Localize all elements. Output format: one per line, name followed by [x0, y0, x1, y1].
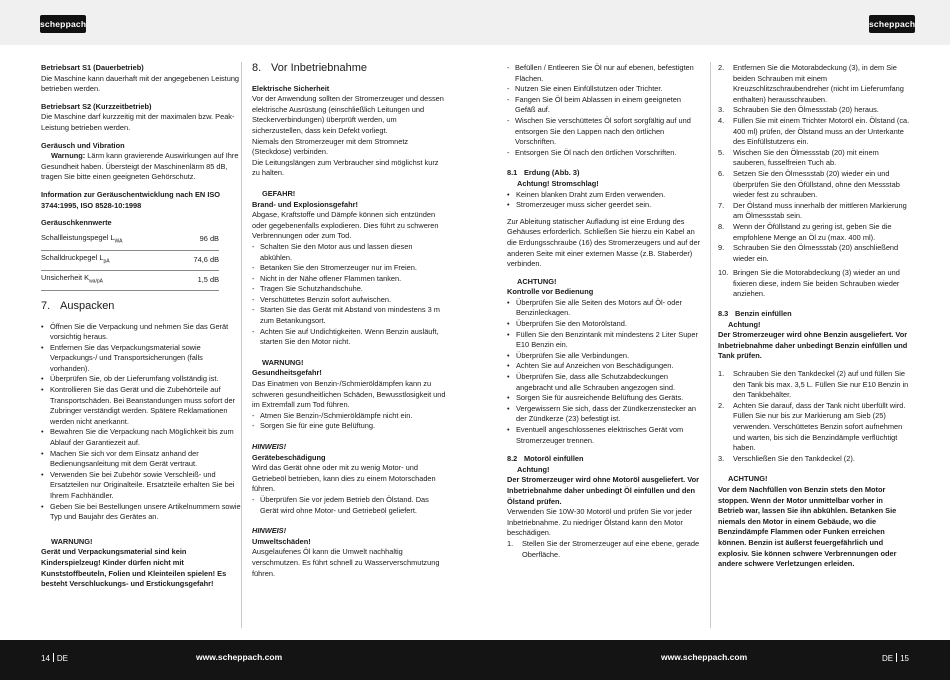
list-item: - Atmen Sie Benzin-/Schmieröldämpfe nicht ein. [252, 411, 446, 422]
step-text: Setzen Sie den Ölmessstab (20) wieder ein und überprüfen Sie den Öfüllstand, ohne den Messstab wieder fest zu schrauben. [733, 168, 900, 200]
section-heading: Geräusch und Vibration [41, 140, 125, 150]
column-1 [41, 63, 241, 590]
step-text: Entfernen Sie die Motorabdeckung (3), in dem Sie beiden Schrauben mit einem Kreuzschlitzschraubendreher (nicht im Lieferumfang enthalten) herausschrauben. [733, 63, 904, 104]
warning-title: WARNUNG! [262, 357, 304, 367]
paragraph: Die Maschine kann dauerhaft mit der angegebenen Leistung betrieben werden. [41, 73, 240, 94]
list-item: - Nutzen Sie einen Einfüllstutzen oder Trichter. [507, 84, 701, 95]
website-link[interactable]: www.scheppach.com [661, 652, 748, 662]
danger-subtitle: Brand- und Explosionsgefahr! [252, 199, 358, 209]
list-item: • Kontrollieren Sie das Gerät und die Zubehörteile auf Transportschäden. Bei Beanstandungen muss sofort der Zubringer verständigt werden. Spätere Reklamationen werden nicht anerkannt. [41, 385, 241, 427]
section-heading: Betriebsart S1 (Dauerbetrieb) [41, 63, 144, 72]
column-2 [252, 63, 446, 579]
step-number: 8. [718, 221, 725, 231]
header-bar [0, 0, 950, 45]
language-code: DE [56, 654, 69, 663]
column-divider [241, 62, 242, 628]
list-item: 1. Stellen Sie der Stromerzeuger auf eine ebene, gerade Oberfläche. [507, 538, 700, 559]
section-heading: Betriebsart S2 (Kurzzeitbetrieb) [41, 101, 152, 111]
chapter-number: 8. [252, 62, 262, 74]
hint-title: HINWEIS! [252, 442, 287, 451]
language-code: DE [881, 654, 894, 663]
row-label: Schalldruckpegel L [41, 252, 104, 262]
step-number: 2. [718, 400, 725, 410]
step-text: Achten Sie darauf, dass der Tank nicht überfüllt wird. Füllen Sie nur bis zur Markierung am Sieb (25) verwenden. Verschüttetes Benzin sofort aufnehmen und warten, bis sich die Benzindämpfe verflüchtigt haben. [733, 400, 906, 453]
step-number: 4. [718, 115, 725, 125]
section-number: 8.1 [507, 168, 518, 178]
list-item [718, 454, 910, 465]
list-item [718, 116, 910, 148]
list-item: - Tragen Sie Schutzhandschuhe. [252, 284, 446, 295]
table-row [41, 231, 219, 251]
step-text: Bringen Sie die Motorabdeckung (3) wieder an und fixieren diese, indem Sie beiden Schrauben wieder anziehen. [733, 268, 900, 299]
warning-text: Der Stromerzeuger wird ohne Motoröl ausgeliefert. Vor Inbetriebnahme daher unbedingt Öl einfüllen und den Ölstand prüfen. [507, 475, 700, 506]
warning-title: ACHTUNG! [517, 276, 557, 286]
list-item [718, 105, 910, 116]
row-subscript: wa/pA [89, 278, 103, 285]
list-item [718, 243, 910, 264]
warning-subtitle: Kontrolle vor Bedienung [507, 287, 594, 297]
section-heading [718, 309, 910, 320]
step-number: 3. [718, 105, 725, 115]
list-item: • Eventuell angeschlossenes elektrisches Gerät vom Stromerzeuger trennen. [507, 425, 701, 446]
step-number: 6. [718, 168, 725, 178]
section-number: 8.2 [507, 454, 518, 464]
list-item [718, 148, 910, 169]
step-text: Verschließen Sie den Tankdeckel (2). [733, 453, 855, 463]
section-heading: Elektrische Sicherheit [252, 83, 330, 93]
list-item: • Achten Sie auf Anzeichen von Beschädigungen. [507, 361, 701, 372]
chapter-number: 7. [41, 299, 51, 312]
noise-table [41, 231, 219, 291]
list-item: • Verwenden Sie bei Zubehör sowie Verschleiß- und Ersatzteilen nur Originalteile. Ersatzteile erhalten Sie bei Ihrem Fachhändler. [41, 470, 241, 502]
list-item [718, 401, 910, 454]
list-item: - Achten Sie auf Undichtigkeiten. Wenn Benzin ausläuft, starten Sie den Motor nicht. [252, 327, 446, 348]
table-row [41, 270, 219, 290]
step-number: 9. [718, 243, 725, 253]
list-item: • Sorgen Sie für ausreichende Belüftung des Geräts. [507, 393, 701, 404]
list-item [718, 222, 910, 243]
column-3 [507, 63, 701, 560]
step-text: Wischen Sie den Ölmessstab (20) mit einem sauberen, fusselfreien Tuch ab. [733, 147, 879, 168]
chapter-title [41, 301, 241, 312]
row-subscript: WA [114, 238, 123, 245]
list-item [718, 369, 910, 401]
warning-title: ACHTUNG! [728, 474, 768, 484]
list-item: • Keinen blanken Draht zum Erden verwenden. [507, 190, 701, 201]
step-text: Schrauben Sie den Ölmessstab (20) heraus. [733, 105, 879, 115]
chapter-label: Auspacken [60, 299, 115, 312]
page-number: 14 [41, 654, 50, 663]
warning-text: Vor dem Nachfüllen von Benzin stets den Motor stoppen. Wenn der Motor unmittelbar vorher in Betrieb war, lassen Sie ihn abkühlen. Betanken Sie niemals den Motor in einem Gebäude, wo die Benzindämpfe Flammen oder Funken erreichen können. Benzin ist äußerst feuergefährlich und explosiv. Sie können schwere Verbrennungen oder andere schwere Verletzungen erleiden. [718, 484, 897, 569]
page-number-left [41, 653, 68, 663]
scheppach-logo: scheppach [869, 15, 915, 33]
list-item [718, 63, 910, 105]
list-item: - Wischen Sie verschüttetes Öl sofort sorgfältig auf und entsorgen Sie den Lappen nach den örtlichen Vorschriften. [507, 116, 701, 148]
list-item: - Nicht in der Nähe offener Flammen tanken. [252, 274, 446, 285]
warning-title: WARNUNG! [51, 536, 93, 546]
step-number: 10. [718, 268, 729, 278]
table-row [41, 250, 219, 270]
step-text: Füllen Sie mit einem Trichter Motoröl ein. Ölstand (ca. 400 ml) prüfen, der Ölstand muss an der Unterkante des Einfüllstutzens ein. [733, 115, 910, 147]
website-link[interactable]: www.scheppach.com [196, 652, 283, 662]
list-item: • Überprüfen Sie, ob der Lieferumfang vollständig ist. [41, 374, 241, 385]
list-item: • Geben Sie bei Bestellungen unsere Artikelnummern sowie Typ und Baujahr des Gerätes an. [41, 502, 241, 523]
list-item: • Überprüfen Sie alle Seiten des Motors auf Öl- oder Benzinleckagen. [507, 298, 701, 319]
warning-title: Achtung! Stromschlag! [517, 178, 599, 188]
warning-title: Achtung! [517, 464, 550, 474]
list-item: - Verschüttetes Benzin sofort aufwischen. [252, 295, 446, 306]
paragraph: Niemals den Stromerzeuger mit dem Stromnetz (Steckdose) verbinden. [252, 136, 409, 157]
step-text: Schrauben Sie den Ölmessstab (20) anschließend wieder ein. [733, 243, 899, 263]
list-item: - Fangen Sie Öl beim Ablassen in einem geeigneten Gefäß auf. [507, 95, 701, 116]
list-item: • Stromerzeuger muss sicher geerdet sein. [507, 200, 701, 211]
paragraph: Lärm kann gravierende Auswirkungen auf Ihre Gesundheit haben. Übersteigt der Maschinenlärm 85 dB, tragen Sie bitte einen geeigneten Gehörschutz. [41, 151, 239, 182]
list-item: • Öffnen Sie die Verpackung und nehmen Sie das Gerät vorsichtig heraus. [41, 322, 241, 343]
row-label: Schallleistungspegel L [41, 232, 115, 242]
step-text: Der Ölstand muss innerhalb der mittleren Markierung am Ölmessstab sein. [733, 200, 907, 221]
warning-text: Gerät und Verpackungsmaterial sind kein Kinderspielzeug! Kinder dürfen nicht mit Kunststoffbeuteln, Folien und Kleinteilen spielen! Es besteht Verschluckungs- und Erstickungsgefahr! [41, 547, 227, 589]
list-item: - Überprüfen Sie vor jedem Betrieb den Ölstand. Das Gerät wird ohne Motor- und Getriebeöl geliefert. [252, 495, 446, 516]
page-number-right [882, 653, 909, 663]
step-number: 5. [718, 147, 725, 157]
section-number: 8.3 [718, 309, 729, 319]
row-value: 96 dB [177, 231, 219, 251]
hint-subtitle: Umweltschäden! [252, 536, 311, 546]
list-item: • Machen Sie sich vor dem Einsatz anhand der Bedienungsanleitung mit dem Gerät vertraut. [41, 449, 241, 470]
list-item: • Vergewissern Sie sich, dass der Zündkerzenstecker an der Zündkerze (23) befestigt ist. [507, 404, 701, 425]
paragraph: Vor der Anwendung sollten der Stromerzeuger und dessen elektrische Ausrüstung (einschließlich Leitungen und Steckerverbindungen) überprüft werden, um sicherzustellen, dass kein Defekt vorliegt. [252, 94, 444, 135]
chapter-title [252, 63, 446, 74]
paragraph: Zur Ableitung statischer Aufladung ist eine Erdung des Gehäuses erforderlich. Schließen Sie hierzu ein Kabel an die Erdungsschraube (16) des Stromerzeugers und auf der anderen Seite mit einer externen Masse (z.B. Staberder) verbinden. [507, 216, 701, 269]
list-item: • Überprüfen Sie alle Verbindungen. [507, 351, 701, 362]
paragraph: Abgase, Kraftstoffe und Dämpfe können sich entzünden oder gegebenenfalls explodieren. Dies führt zu schweren Verbrennungen oder zum Tod. [252, 210, 439, 241]
paragraph: Das Einatmen von Benzin-/Schmieröldämpfen kann zu schweren gesundheitlichen Schäden, Bewusstlosigkeit und im Extremfall zum Tod führen. [252, 379, 446, 410]
list-item: - Betanken Sie den Stromerzeuger nur im Freien. [252, 263, 446, 274]
section-label: Erdung (Abb. 3) [524, 168, 580, 178]
list-item [718, 201, 910, 222]
paragraph: Die Maschine darf kurzzeitig mit der maximalen bzw. Peak-Leistung betrieben werden. [41, 112, 235, 132]
warning-subtitle: Gesundheitsgefahr! [252, 368, 322, 378]
step-number: 1. [718, 369, 725, 379]
step-number: 7. [718, 200, 725, 210]
hint-title: HINWEIS! [252, 526, 287, 536]
list-item: • Bewahren Sie die Verpackung nach Möglichkeit bis zum Ablauf der Garantiezeit auf. [41, 427, 241, 448]
list-item: - Entsorgen Sie Öl nach den örtlichen Vorschriften. [507, 148, 701, 159]
section-heading: Information zur Geräuschentwicklung nach EN ISO 3744:1995, ISO 8528-10:1998 [41, 189, 221, 210]
paragraph: Wird das Gerät ohne oder mit zu wenig Motor- und Getriebeöl betrieben, kann dies zu einem Motorschaden führen. [252, 463, 436, 494]
step-text: Stellen Sie der Stromerzeuger auf eine ebene, gerade Oberfläche. [522, 538, 700, 559]
row-subscript: pA [103, 258, 110, 265]
paragraph: Verwenden Sie 10W-30 Motoröl und prüfen Sie vor jeder Inbetriebnahme. Zu niedriger Ölstand kann den Motor beschädigen. [507, 507, 693, 538]
step-text: Schrauben Sie den Tankdeckel (2) auf und füllen Sie den Tank bis max. 3,5 L. Füllen Sie nur E10 Benzin in den Tankbehälter. [733, 369, 909, 400]
list-item: - Schalten Sie den Motor aus und lassen diesen abkühlen. [252, 242, 446, 263]
section-heading [507, 168, 701, 179]
step-text: Wenn der Öfüllstand zu gering ist, geben Sie die empfohlene Menge an Öl zu (max. 400 ml). [733, 221, 892, 242]
row-value: 1,5 dB [177, 270, 219, 290]
list-item: • Überprüfen Sie den Motorölstand. [507, 319, 701, 330]
warning-label: Warnung: [51, 151, 86, 161]
hint-subtitle: Gerätebeschädigung [252, 452, 326, 462]
section-heading [507, 454, 701, 465]
paragraph: Die Leitungslängen zum Verbraucher sind möglichst kurz zu halten. [252, 157, 439, 178]
list-item: - Sorgen Sie für eine gute Belüftung. [252, 421, 446, 432]
row-value: 74,6 dB [177, 250, 219, 270]
list-item: - Starten Sie das Gerät mit Abstand von mindestens 3 m zum Betankungsort. [252, 305, 446, 326]
list-item [718, 169, 910, 201]
list-item: • Füllen Sie den Benzintank mit mindestens 2 Liter Super E10 Benzin ein. [507, 330, 701, 351]
column-divider [710, 62, 711, 628]
column-4 [718, 63, 910, 570]
footer-bar [0, 640, 950, 680]
danger-title: GEFAHR! [262, 188, 296, 198]
section-label: Motoröl einfüllen [524, 454, 584, 464]
paragraph: Ausgelaufenes Öl kann die Umwelt nachhaltig verschmutzen. Es führt schnell zu Wasserverschmutzung führen. [252, 547, 440, 578]
section-label: Benzin einfüllen [735, 309, 792, 319]
list-item: • Überprüfen Sie, dass alle Schutzabdeckungen angebracht und alle Schrauben angezogen sind. [507, 372, 701, 393]
warning-title: Achtung! [728, 319, 761, 329]
list-item: - Befüllen / Entleeren Sie Öl nur auf ebenen, befestigten Flächen. [507, 63, 701, 84]
list-item: • Entfernen Sie das Verpackungsmaterial sowie Verpackungs-/ und Transportsicherungen (falls vorhanden). [41, 343, 241, 375]
row-label: Unsicherheit K [41, 272, 90, 282]
scheppach-logo: scheppach [40, 15, 86, 33]
step-number: 2. [718, 63, 725, 72]
page-number: 15 [900, 654, 909, 663]
step-number: 3. [718, 453, 725, 463]
warning-text: Der Stromerzeuger wird ohne Benzin ausgeliefert. Vor Inbetriebnahme daher unbedingt Benzin einfüllen und Tank prüfen. [718, 330, 908, 361]
chapter-label: Vor Inbetriebnahme [271, 62, 368, 74]
list-item [718, 268, 910, 300]
section-heading: Geräuschkennwerte [41, 218, 112, 228]
